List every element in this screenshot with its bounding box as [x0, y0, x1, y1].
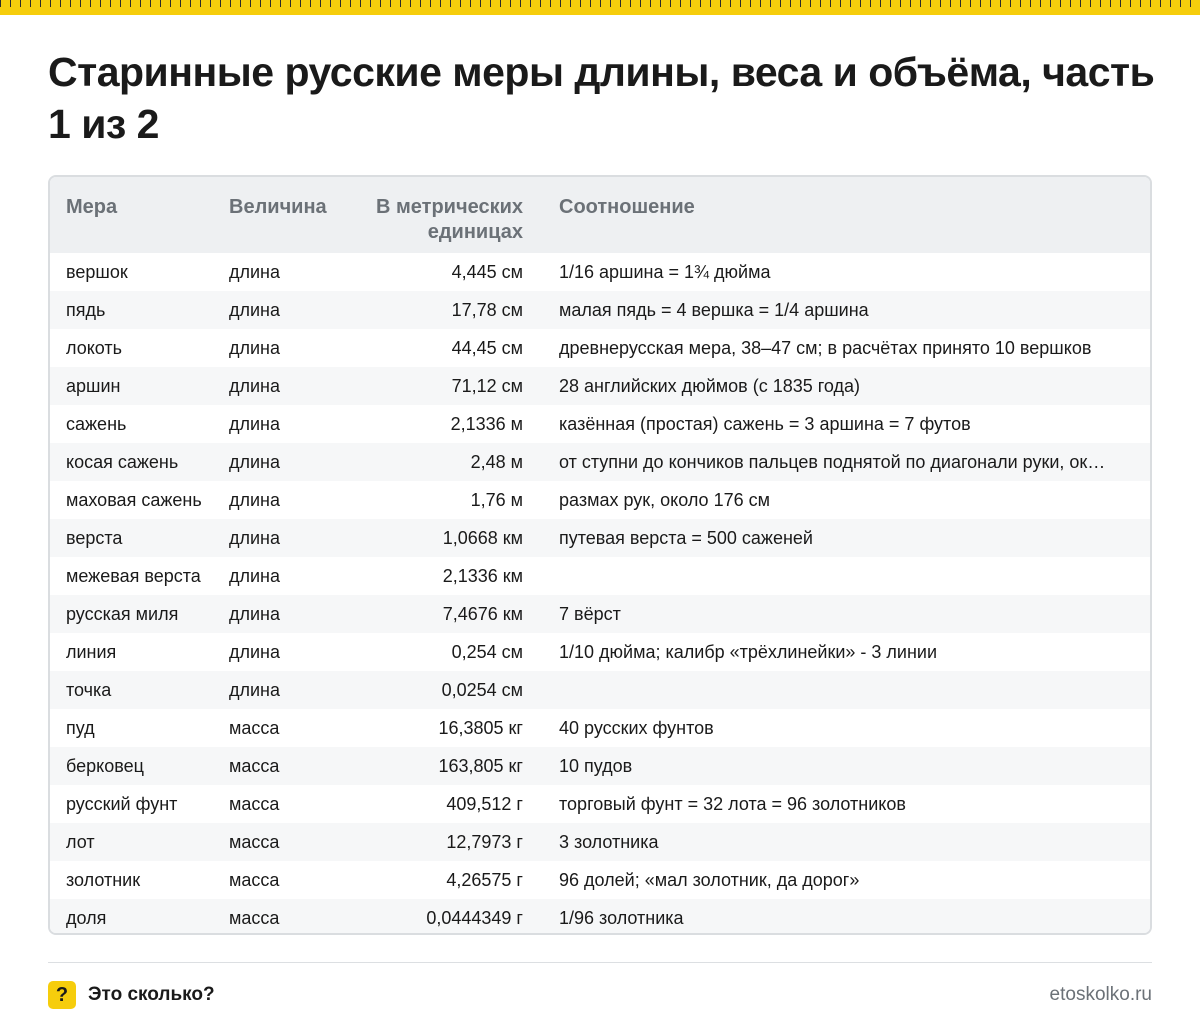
cell-kind: масса — [229, 756, 280, 776]
table-body — [50, 253, 1150, 935]
table-row — [50, 595, 1150, 633]
measures-table — [48, 175, 1152, 935]
table-row — [50, 785, 1150, 823]
cell-metric: 71,12 см — [451, 376, 523, 396]
cell-name: берковец — [66, 756, 144, 776]
cell-kind: масса — [229, 870, 280, 890]
cell-metric: 1,76 м — [470, 490, 523, 510]
cell-relation: 10 пудов — [559, 756, 633, 776]
table-row — [50, 329, 1150, 367]
cell-metric: 0,254 см — [451, 642, 523, 662]
cell-kind: масса — [229, 718, 280, 738]
table-row — [50, 481, 1150, 519]
table-row — [50, 291, 1150, 329]
cell-name: межевая верста — [66, 566, 201, 586]
column-header-metric: В метрических единицах — [376, 196, 523, 243]
cell-metric: 16,3805 кг — [438, 718, 523, 738]
table-row — [50, 671, 1150, 709]
cell-relation: от ступни до кончиков пальцев поднятой по диагонали руки, ок… — [559, 452, 1106, 472]
column-header-kind: Величина — [229, 196, 327, 218]
table-row — [50, 861, 1150, 899]
table-row — [50, 633, 1150, 671]
cell-metric: 2,1336 км — [442, 566, 523, 586]
cell-metric: 2,48 м — [470, 452, 523, 472]
table-row — [50, 519, 1150, 557]
table-row — [50, 405, 1150, 443]
cell-kind: длина — [229, 680, 281, 700]
cell-kind: длина — [229, 566, 281, 586]
cell-metric: 17,78 см — [451, 300, 523, 320]
cell-relation: древнерусская мера, 38–47 см; в расчётах принято 10 вершков — [559, 338, 1092, 358]
cell-relation: размах рук, около 176 см — [559, 490, 770, 510]
cell-relation: казённая (простая) сажень = 3 аршина = 7 футов — [559, 414, 971, 434]
cell-kind: длина — [229, 300, 281, 320]
ruler-strip — [0, 0, 1200, 15]
cell-kind: длина — [229, 376, 281, 396]
cell-kind: длина — [229, 262, 281, 282]
cell-name: косая сажень — [66, 452, 179, 472]
cell-name: верста — [66, 528, 123, 548]
cell-relation: 3 золотника — [559, 832, 659, 852]
cell-name: маховая сажень — [66, 490, 202, 510]
column-header-name: Мера — [66, 196, 118, 218]
cell-name: локоть — [66, 338, 123, 358]
cell-relation: торговый фунт = 32 лота = 96 золотников — [559, 794, 906, 814]
table-row — [50, 899, 1150, 935]
cell-relation: малая пядь = 4 вершка = 1/4 аршина — [559, 300, 869, 320]
footer-divider — [48, 962, 1152, 963]
cell-kind: масса — [229, 908, 280, 928]
cell-name: пуд — [66, 718, 95, 738]
table-header-row — [50, 177, 1150, 253]
cell-name: аршин — [66, 376, 121, 396]
table-row — [50, 823, 1150, 861]
table-row — [50, 557, 1150, 595]
cell-kind: длина — [229, 338, 281, 358]
cell-metric: 7,4676 км — [442, 604, 523, 624]
cell-metric: 2,1336 м — [450, 414, 523, 434]
cell-name: золотник — [66, 870, 141, 890]
cell-metric: 1,0668 км — [442, 528, 523, 548]
cell-metric: 409,512 г — [446, 794, 523, 814]
cell-name: русская миля — [66, 604, 179, 624]
cell-relation: 7 вёрст — [559, 604, 621, 624]
site-link[interactable]: etoskolko.ru — [1049, 984, 1152, 1005]
cell-relation: 40 русских фунтов — [559, 718, 714, 738]
cell-kind: масса — [229, 794, 280, 814]
cell-metric: 12,7973 г — [446, 832, 523, 852]
cell-kind: длина — [229, 452, 281, 472]
cell-name: сажень — [66, 414, 127, 434]
cell-relation: 1/96 золотника — [559, 908, 684, 928]
cell-kind: длина — [229, 414, 281, 434]
cell-metric: 163,805 кг — [438, 756, 523, 776]
cell-relation — [547, 557, 1150, 595]
cell-name: пядь — [66, 300, 106, 320]
table-row — [50, 253, 1150, 291]
cell-relation — [547, 671, 1150, 709]
cell-kind: масса — [229, 832, 280, 852]
table-row — [50, 747, 1150, 785]
cell-relation: 96 долей; «мал золотник, да дорог» — [559, 870, 860, 890]
table-row — [50, 709, 1150, 747]
cell-metric: 44,45 см — [451, 338, 523, 358]
cell-name: линия — [66, 642, 117, 662]
cell-kind: длина — [229, 490, 281, 510]
table-row — [50, 443, 1150, 481]
cell-kind: длина — [229, 642, 281, 662]
question-icon: ? — [48, 981, 76, 1009]
cell-name: доля — [66, 908, 107, 928]
column-header-relation: Соотношение — [559, 196, 695, 218]
cell-metric: 0,0444349 г — [426, 908, 523, 928]
cell-kind: длина — [229, 604, 281, 624]
cell-relation: 28 английских дюймов (с 1835 года) — [559, 376, 861, 396]
cell-name: лот — [66, 832, 95, 852]
cell-name: вершок — [66, 262, 128, 282]
cell-metric: 0,0254 см — [441, 680, 523, 700]
cell-metric: 4,26575 г — [446, 870, 523, 890]
brand-name: Это сколько? — [88, 984, 215, 1005]
cell-relation: 1/16 аршина = 1¾ дюйма — [559, 262, 771, 282]
cell-name: русский фунт — [66, 794, 178, 814]
cell-relation: 1/10 дюйма; калибр «трёхлинейки» - 3 линии — [559, 642, 938, 662]
page-title: Старинные русские меры длины, веса и объёма, часть 1 из 2 — [48, 49, 1155, 147]
cell-kind: длина — [229, 528, 281, 548]
cell-metric: 4,445 см — [451, 262, 523, 282]
cell-name: точка — [66, 680, 112, 700]
cell-relation: путевая верста = 500 саженей — [559, 528, 813, 548]
table-row — [50, 367, 1150, 405]
